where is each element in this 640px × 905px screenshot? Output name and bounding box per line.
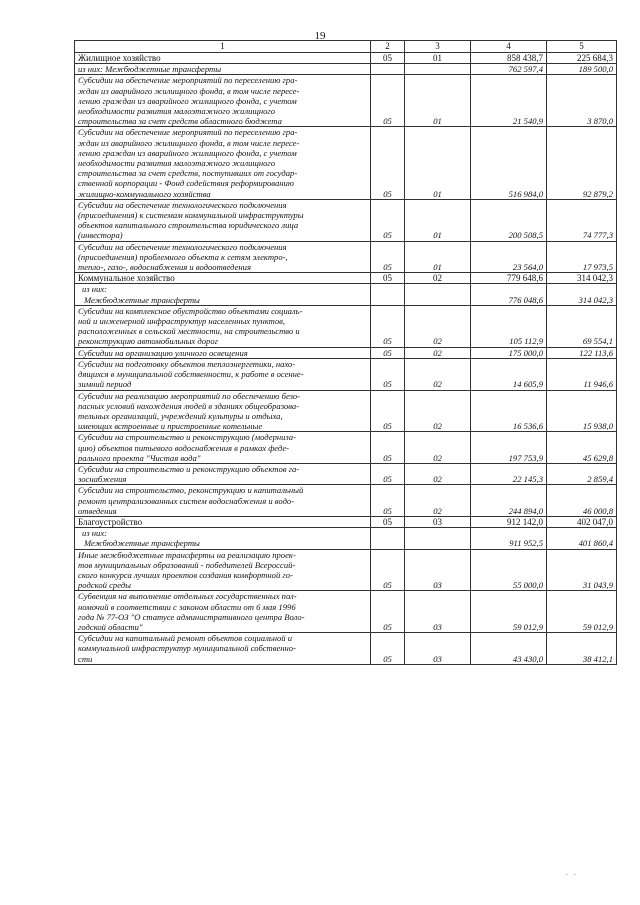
description-line: Жилищное хозяйство (78, 53, 161, 63)
description-line: из них: Межбюджетные трансферты (78, 64, 222, 75)
description-line: ственной корпорации - Фонд содействия реформированию (78, 178, 294, 189)
row-description (75, 305, 371, 347)
row-description (75, 485, 371, 517)
row-description (75, 75, 371, 127)
subsection-code: 02 (405, 432, 471, 464)
amount-actual: 3 870,0 (547, 75, 617, 127)
row-description (75, 591, 371, 633)
row-description (75, 528, 371, 549)
budget-table (74, 40, 617, 665)
subsection-code: 01 (405, 127, 471, 199)
description-line: Субсидии на обеспечение технологического подключения (78, 199, 287, 210)
section-code: 05 (371, 305, 405, 347)
description-line: Субсидии на строительство и реконструкцию объектов га- (78, 463, 300, 474)
amount-actual: 401 860,4 (547, 528, 617, 549)
description-line: годской области" (78, 621, 143, 632)
description-line: отведения (78, 505, 117, 516)
description-line: Субсидии на строительство и реконструкцию (модерниза- (78, 432, 296, 443)
amount-actual: 11 946,6 (547, 358, 617, 390)
description-line: Иные межбюджетные трансферты на реализацию проек- (78, 549, 296, 560)
header-col-3: 3 (405, 41, 471, 53)
section-code (371, 64, 405, 75)
header-col-1: 1 (75, 41, 371, 53)
description-line: Субсидии на обеспечение технологического подключения (78, 241, 287, 252)
description-line: расположенных в сельской местности, на строительство и (78, 326, 300, 337)
description-line: жилищно-коммунального хозяйства (78, 188, 211, 199)
amount-plan: 200 508,5 (471, 199, 547, 241)
amount-actual: 2 859,4 (547, 463, 617, 484)
subsection-code: 03 (405, 591, 471, 633)
table-row (75, 199, 617, 241)
subsection-code: 02 (405, 463, 471, 484)
description-line: строительства за счет средств, поступивших от государ- (78, 168, 298, 179)
description-line: тельных организаций, учреждений культуры и отдыха, (78, 410, 283, 421)
row-description (75, 127, 371, 199)
amount-actual: 225 684,3 (547, 53, 617, 64)
description-line: зоснабжения (78, 474, 127, 485)
section-code: 05 (371, 485, 405, 517)
subsection-code: 02 (405, 273, 471, 284)
table-row (75, 284, 617, 305)
table-row (75, 358, 617, 390)
amount-actual: 31 043,9 (547, 549, 617, 591)
description-line: родской среды (78, 580, 131, 591)
amount-plan: 55 000,0 (471, 549, 547, 591)
amount-actual: 59 012,9 (547, 591, 617, 633)
section-code (371, 528, 405, 549)
section-code: 05 (371, 127, 405, 199)
amount-actual: 92 879,2 (547, 127, 617, 199)
scan-marks: . . (566, 868, 578, 877)
header-col-4: 4 (471, 41, 547, 53)
description-line: дящихся в муниципальной собственности, к работе в осенне- (78, 369, 304, 380)
description-line: зимний период (78, 379, 132, 390)
description-line: пасных условий нахождения людей в зданиях общеобразова- (78, 400, 300, 411)
row-description (75, 284, 371, 305)
amount-plan: 858 438,7 (471, 53, 547, 64)
table-row (75, 390, 617, 432)
description-line: (инвестора) (78, 230, 123, 241)
amount-plan: 105 112,9 (471, 305, 547, 347)
description-line: ждан из аварийного жилищного фонда, в том числе пересе- (78, 85, 300, 96)
description-line: необходимости развития малоэтажного жилищного (78, 106, 276, 117)
amount-plan: 244 894,0 (471, 485, 547, 517)
amount-plan: 59 012,9 (471, 591, 547, 633)
section-row (75, 273, 617, 284)
amount-plan: 43 430,0 (471, 633, 547, 665)
section-code: 05 (371, 549, 405, 591)
section-code: 05 (371, 432, 405, 464)
subsection-code: 02 (405, 347, 471, 358)
section-code: 05 (371, 75, 405, 127)
subsection-code: 02 (405, 305, 471, 347)
table-row (75, 347, 617, 358)
table-row (75, 75, 617, 127)
amount-actual: 314 042,3 (547, 273, 617, 284)
amount-plan: 776 048,6 (471, 284, 547, 305)
row-description (75, 390, 371, 432)
description-line: Субсидии на реализацию мероприятий по обеспечению безо- (78, 390, 301, 401)
description-line: Субсидии на подготовку объектов теплоэнергетики, нахо- (78, 358, 296, 369)
header-col-2: 2 (371, 41, 405, 53)
row-description (75, 358, 371, 390)
amount-actual: 69 554,1 (547, 305, 617, 347)
section-code: 05 (371, 241, 405, 273)
subsection-code: 03 (405, 549, 471, 591)
amount-actual: 46 000,8 (547, 485, 617, 517)
page-number: 19 (314, 30, 326, 42)
amount-plan: 21 540,9 (471, 75, 547, 127)
description-line: строительства за счет средств областного бюджета (78, 116, 282, 127)
section-code: 05 (371, 390, 405, 432)
row-description (75, 516, 371, 527)
amount-plan: 911 952,5 (471, 528, 547, 549)
section-code: 05 (371, 358, 405, 390)
amount-actual: 15 938,0 (547, 390, 617, 432)
subsection-code: 01 (405, 53, 471, 64)
description-line: лению граждан из аварийного жилищного фонда, с учетом (78, 147, 297, 158)
subsection-code: 01 (405, 199, 471, 241)
amount-plan: 22 145,3 (471, 463, 547, 484)
amount-actual: 17 973,5 (547, 241, 617, 273)
description-line: имеющих встроенные и пристроенные котельные (78, 421, 263, 432)
subsection-code (405, 528, 471, 549)
table-row (75, 633, 617, 665)
row-description (75, 241, 371, 273)
amount-plan: 779 648,6 (471, 273, 547, 284)
table-row (75, 241, 617, 273)
table-row (75, 549, 617, 591)
section-code: 05 (371, 53, 405, 64)
description-line: Субсидии на обеспечение мероприятий по переселению гра- (78, 75, 298, 86)
section-code: 05 (371, 273, 405, 284)
description-line: (присоединения) проблемного объекта к сетям электро-, (78, 251, 288, 262)
table-row (75, 463, 617, 484)
row-description (75, 273, 371, 284)
amount-plan: 516 984,0 (471, 127, 547, 199)
table-header-row (75, 41, 617, 53)
amount-actual: 402 047,0 (547, 516, 617, 527)
table-row (75, 485, 617, 517)
description-line: Субвенция на выполнение отдельных государственных пол- (78, 591, 297, 602)
amount-actual: 122 113,6 (547, 347, 617, 358)
subsection-code (405, 284, 471, 305)
description-line: объектов капитального строительства юридического лица (78, 220, 299, 231)
section-code (371, 284, 405, 305)
amount-actual: 189 500,0 (547, 64, 617, 75)
table-row (75, 528, 617, 549)
description-line: тов муниципальных образований - победителей Всероссий- (78, 559, 296, 570)
description-line: тепло-, газо-, водоснабжения и водоотведения (78, 262, 251, 273)
row-description (75, 64, 371, 75)
amount-actual: 74 777,3 (547, 199, 617, 241)
description-line: Субсидии на капитальный ремонт объектов социальной и (78, 633, 293, 644)
description-line: ремонт централизованных систем водоснабжения и водо- (78, 495, 295, 506)
section-code: 05 (371, 199, 405, 241)
row-description (75, 347, 371, 358)
amount-plan: 762 597,4 (471, 64, 547, 75)
row-description (75, 53, 371, 64)
section-row (75, 53, 617, 64)
table-row (75, 127, 617, 199)
description-line: Субсидии на строительство, реконструкцию и капитальный (78, 485, 304, 496)
description-line: сти (78, 653, 93, 664)
description-line: ского конкурса лучших проектов создания комфортной го- (78, 569, 293, 580)
section-code: 05 (371, 591, 405, 633)
description-line: ной и инженерной инфраструктур населенных пунктов, (78, 316, 286, 327)
table-row (75, 305, 617, 347)
amount-actual: 314 042,3 (547, 284, 617, 305)
section-code: 05 (371, 633, 405, 665)
table-row (75, 64, 617, 75)
section-code: 05 (371, 463, 405, 484)
subsection-code: 02 (405, 358, 471, 390)
description-line: Межбюджетные трансферты (84, 294, 200, 305)
table-row (75, 432, 617, 464)
section-code: 05 (371, 516, 405, 527)
subsection-code: 03 (405, 633, 471, 665)
description-line: номочий в соответствии с законом области от 6 мая 1996 (78, 601, 296, 612)
description-line: Коммунальное хозяйство (78, 273, 175, 284)
description-line: реконструкцию автомобильных дорог (78, 336, 218, 347)
description-line: Межбюджетные трансферты (84, 538, 200, 549)
description-line: из них: (82, 284, 108, 295)
subsection-code (405, 64, 471, 75)
description-line: Благоустройство (78, 516, 143, 527)
row-description (75, 549, 371, 591)
description-line: Субсидии на обеспечение мероприятий по переселению гра- (78, 127, 298, 138)
amount-plan: 14 605,9 (471, 358, 547, 390)
subsection-code: 03 (405, 516, 471, 527)
row-description (75, 463, 371, 484)
section-code: 05 (371, 347, 405, 358)
description-line: ждан из аварийного жилищного фонда, в том числе пересе- (78, 137, 300, 148)
amount-plan: 175 000,0 (471, 347, 547, 358)
table-row (75, 591, 617, 633)
section-row (75, 516, 617, 527)
subsection-code: 02 (405, 390, 471, 432)
subsection-code: 02 (405, 485, 471, 517)
subsection-code: 01 (405, 241, 471, 273)
description-line: из них: (82, 528, 108, 539)
description-line: Субсидии на организацию уличного освещения (78, 347, 248, 358)
description-line: цию) объектов питьевого водоснабжения в рамках феде- (78, 442, 290, 453)
description-line: Субсидии на комплексное обустройство объектами социаль- (78, 305, 303, 316)
description-line: коммунальной инфраструктур муниципальной собственно- (78, 643, 296, 654)
amount-plan: 16 536,6 (471, 390, 547, 432)
description-line: рального проекта "Чистая вода" (78, 452, 201, 463)
amount-plan: 197 753,9 (471, 432, 547, 464)
row-description (75, 633, 371, 665)
amount-plan: 23 564,0 (471, 241, 547, 273)
amount-plan: 912 142,0 (471, 516, 547, 527)
header-col-5: 5 (547, 41, 617, 53)
amount-actual: 45 629,8 (547, 432, 617, 464)
row-description (75, 432, 371, 464)
amount-actual: 38 412,1 (547, 633, 617, 665)
description-line: необходимости развития малоэтажного жилищного (78, 158, 276, 169)
row-description (75, 199, 371, 241)
budget-table-body (75, 41, 617, 665)
description-line: года № 77-ОЗ "О статусе административного центра Воло- (78, 611, 305, 622)
description-line: лению граждан из аварийного жилищного фонда, с учетом (78, 95, 297, 106)
description-line: (присоединения) к системам коммунальной инфраструктуры (78, 210, 304, 221)
subsection-code: 01 (405, 75, 471, 127)
